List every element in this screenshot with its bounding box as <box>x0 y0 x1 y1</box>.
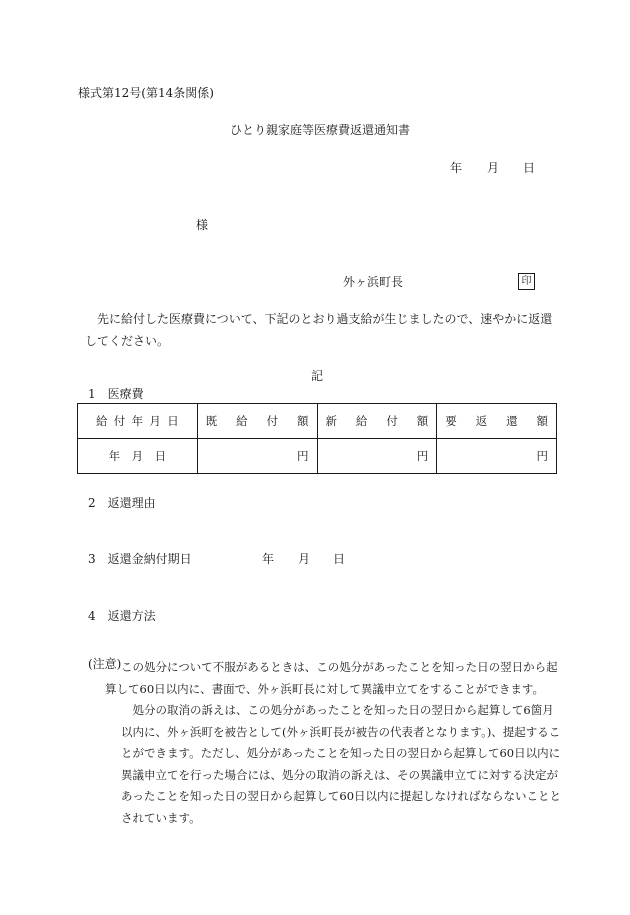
table-amount-cell[interactable]: 円 <box>317 439 437 474</box>
issuer-name: 外ヶ浜町長 <box>343 275 404 289</box>
seal-mark: 印 <box>518 273 535 290</box>
form-number: 様式第12号(第14条関係) <box>78 86 214 100</box>
document-title: ひとり親家庭等医療費返還通知書 <box>230 123 411 137</box>
table-header-cell: 既給付額 <box>197 404 317 439</box>
deadline-day-label: 日 <box>333 552 346 566</box>
date-day-label: 日 <box>523 161 536 175</box>
table-amount-cell[interactable]: 円 <box>197 439 317 474</box>
table-header-cell: 新給付額 <box>317 404 437 439</box>
section-refund-reason: 2 返還理由 <box>88 496 156 510</box>
table-header-cell: 要返還額 <box>437 404 557 439</box>
note-paragraph-1: この処分について不服があるときは、この処分があったことを知った日の翌日から起算して60日以内に、書面で、外ヶ浜町長に対して異議申立てをすることができます。 <box>105 660 558 696</box>
addressee-suffix: 様 <box>196 218 209 232</box>
note-label: (注意) <box>88 657 122 671</box>
deadline-year-label: 年 <box>262 552 275 566</box>
date-month-label: 月 <box>487 161 500 175</box>
table-amount-cell[interactable]: 円 <box>437 439 557 474</box>
table-header-cell: 給付年月日 <box>78 404 198 439</box>
date-year-label: 年 <box>450 161 463 175</box>
section-medical-fee: 1 医療費 <box>88 387 144 401</box>
deadline-month-label: 月 <box>298 552 311 566</box>
table-date-cell[interactable]: 年 月 日 <box>78 439 198 474</box>
intro-paragraph: 先に給付した医療費について、下記のとおり過支給が生じましたので、速やかに返還してください。 <box>85 312 553 348</box>
medical-fee-table <box>77 403 557 474</box>
section-refund-method: 4 返還方法 <box>88 609 156 623</box>
table-header-row <box>78 404 557 439</box>
note-paragraph-2: 処分の取消の訴えは、この処分があったことを知った日の翌日から起算して6箇月以内に、外ヶ浜町を被告として(外ヶ浜町長が被告の代表者となります。)、提起することができます。ただし、処分があったことを知った日の翌日から起算して60日以内に異議申立てを行った場合には、処分の取消の訴えは、その異議申立てに対する決定があったことを知った日の翌日から起算して60日以内に提起しなければならないこととされています。 <box>121 703 562 825</box>
section-payment-deadline: 3 返還金納付期日 <box>88 552 192 566</box>
ki-heading: 記 <box>311 369 324 383</box>
table-row <box>78 439 557 474</box>
